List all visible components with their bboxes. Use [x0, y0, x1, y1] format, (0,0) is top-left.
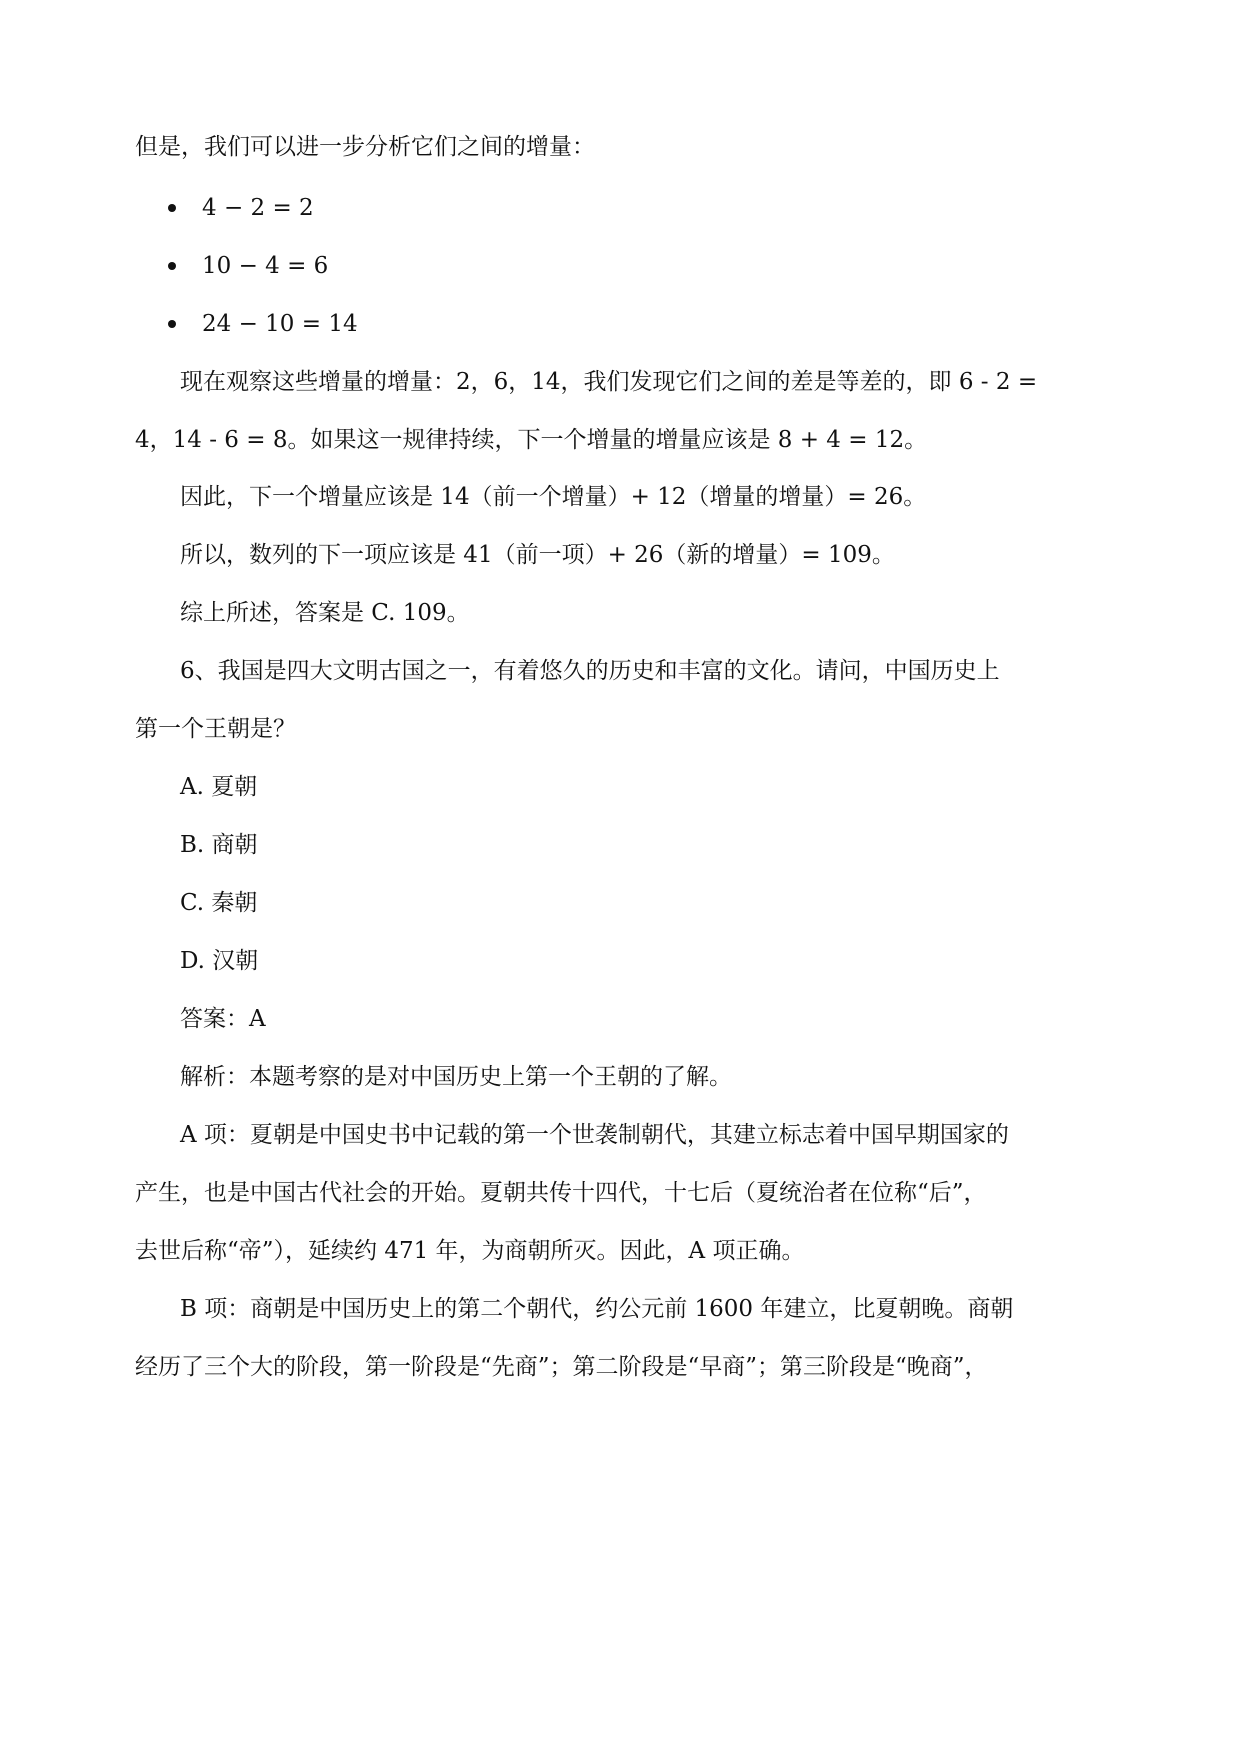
bullet-icon	[168, 262, 176, 270]
question-text: 第一个王朝是？	[135, 716, 296, 742]
question-text: 6、我国是四大文明古国之一，有着悠久的历史和丰富的文化。请问，中国历史上	[180, 658, 1000, 684]
option-c: C. 秦朝	[180, 890, 258, 916]
option-b: B. 商朝	[180, 832, 258, 858]
answer-line: 答案：A	[180, 1006, 266, 1032]
paragraph-line: 去世后称“帝”），延续约 471 年，为商朝所灭。因此，A 项正确。	[135, 1238, 805, 1264]
option-d: D. 汉朝	[180, 948, 259, 974]
explanation-line: 解析：本题考察的是对中国历史上第一个王朝的了解。	[180, 1064, 732, 1090]
paragraph-line: 综上所述，答案是 C. 109。	[180, 600, 470, 626]
paragraph-line: B 项：商朝是中国历史上的第二个朝代，约公元前 1600 年建立，比夏朝晚。商朝	[180, 1296, 1014, 1322]
bullet-item: 24 − 10 = 14	[202, 311, 358, 337]
paragraph-line: 经历了三个大的阶段，第一阶段是“先商”；第二阶段是“早商”；第三阶段是“晚商”，	[135, 1354, 988, 1380]
bullet-item: 10 − 4 = 6	[202, 253, 329, 279]
paragraph-line: 现在观察这些增量的增量：2，6，14，我们发现它们之间的差是等差的，即 6 - 2 =	[180, 369, 1038, 395]
paragraph-line: A 项：夏朝是中国史书中记载的第一个世袭制朝代，其建立标志着中国早期国家的	[180, 1122, 1009, 1148]
analysis-intro: 但是，我们可以进一步分析它们之间的增量：	[135, 134, 595, 160]
bullet-icon	[168, 204, 176, 212]
bullet-item: 4 − 2 = 2	[202, 195, 314, 221]
paragraph-line: 4，14 - 6 = 8。如果这一规律持续，下一个增量的增量应该是 8 + 4 = 12。	[135, 427, 928, 453]
paragraph-line: 所以，数列的下一项应该是 41（前一项）+ 26（新的增量）= 109。	[180, 542, 895, 568]
bullet-icon	[168, 320, 176, 328]
paragraph-line: 因此，下一个增量应该是 14（前一个增量）+ 12（增量的增量）= 26。	[180, 484, 927, 510]
option-a: A. 夏朝	[180, 774, 258, 800]
paragraph-line: 产生，也是中国古代社会的开始。夏朝共传十四代，十七后（夏统治者在位称“后”，	[135, 1180, 987, 1206]
